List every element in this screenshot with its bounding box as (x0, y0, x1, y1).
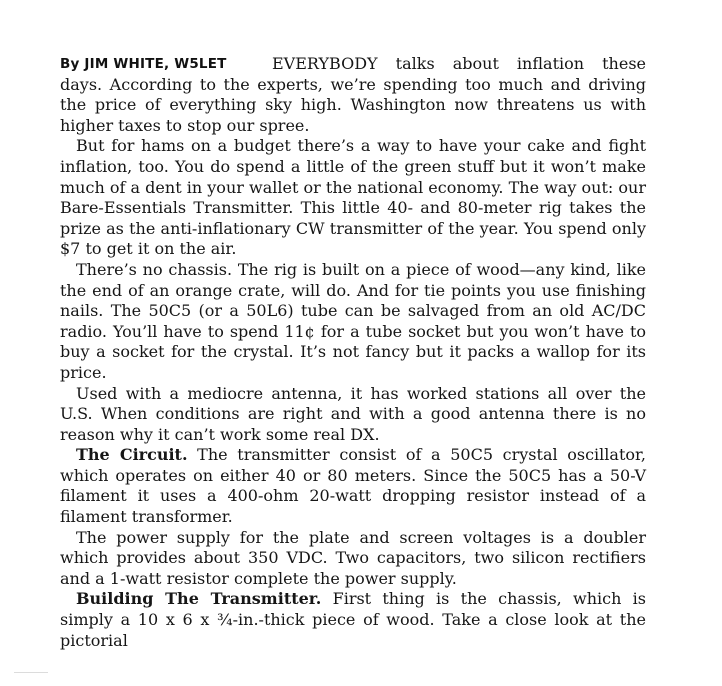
page-edge-mark (14, 672, 48, 673)
byline: By JIM WHITE, W5LET (60, 56, 227, 72)
paragraph-no-chassis: There’s no chassis. The rig is built on a piece of wood—any kind, like the end of an orange crate, will do. And for tie points you use finishing nails. The 50C5 (or a 50L6) tube can be salvaged from an old AC/DC radio. You’ll have to spend 11¢ for a tube socket but you won’t have to buy a socket for the crystal. It’s not fancy but it packs a wallop for its price. (60, 259, 646, 382)
article-body (60, 54, 646, 651)
heading-circuit: The Circuit. (76, 445, 188, 465)
paragraph-circuit (60, 445, 646, 527)
intro-first-line: EVERYBODY talks about inflation these (272, 54, 646, 73)
building-text: First thing is the chassis, which is simply a 10 x 6 x ¾-in.-thick piece of wood. Take a close look at the pictorial (60, 589, 647, 650)
intro-paragraph: days. According to the experts, we’re spending too much and driving the price of everything sky high. Washington now threatens us with higher taxes to stop our spree. (60, 74, 646, 135)
paragraph-budget: But for hams on a budget there’s a way to have your cake and fight inflation, too. You do spend a little of the green stuff but it won’t make much of a dent in your wallet or the national economy. The way out: our Bare-Essentials Transmitter. This little 40- and 80-meter rig takes the prize as the anti-inflationary CW transmitter of the year. You spend only $7 to get it on the air. (60, 136, 646, 259)
paragraph-building (60, 589, 646, 651)
paragraph-antenna: Used with a mediocre antenna, it has worked stations all over the U.S. When conditions are right and with a good antenna there is no reason why it can’t work some real DX. (60, 383, 646, 444)
paragraph-power-supply: The power supply for the plate and screen voltages is a doubler which provides about 350 VDC. Two capacitors, two silicon rectifiers and a 1-watt resistor complete the power supply. (60, 527, 646, 588)
circuit-text: The transmitter consist of a 50C5 crystal oscillator, which operates on either 40 or 80 meters. Since the 50C5 has a 50-V filament it uses a 400-ohm 20-watt dropping resistor instead of a filament transformer. (60, 445, 646, 527)
heading-building: Building The Transmitter. (76, 589, 322, 609)
